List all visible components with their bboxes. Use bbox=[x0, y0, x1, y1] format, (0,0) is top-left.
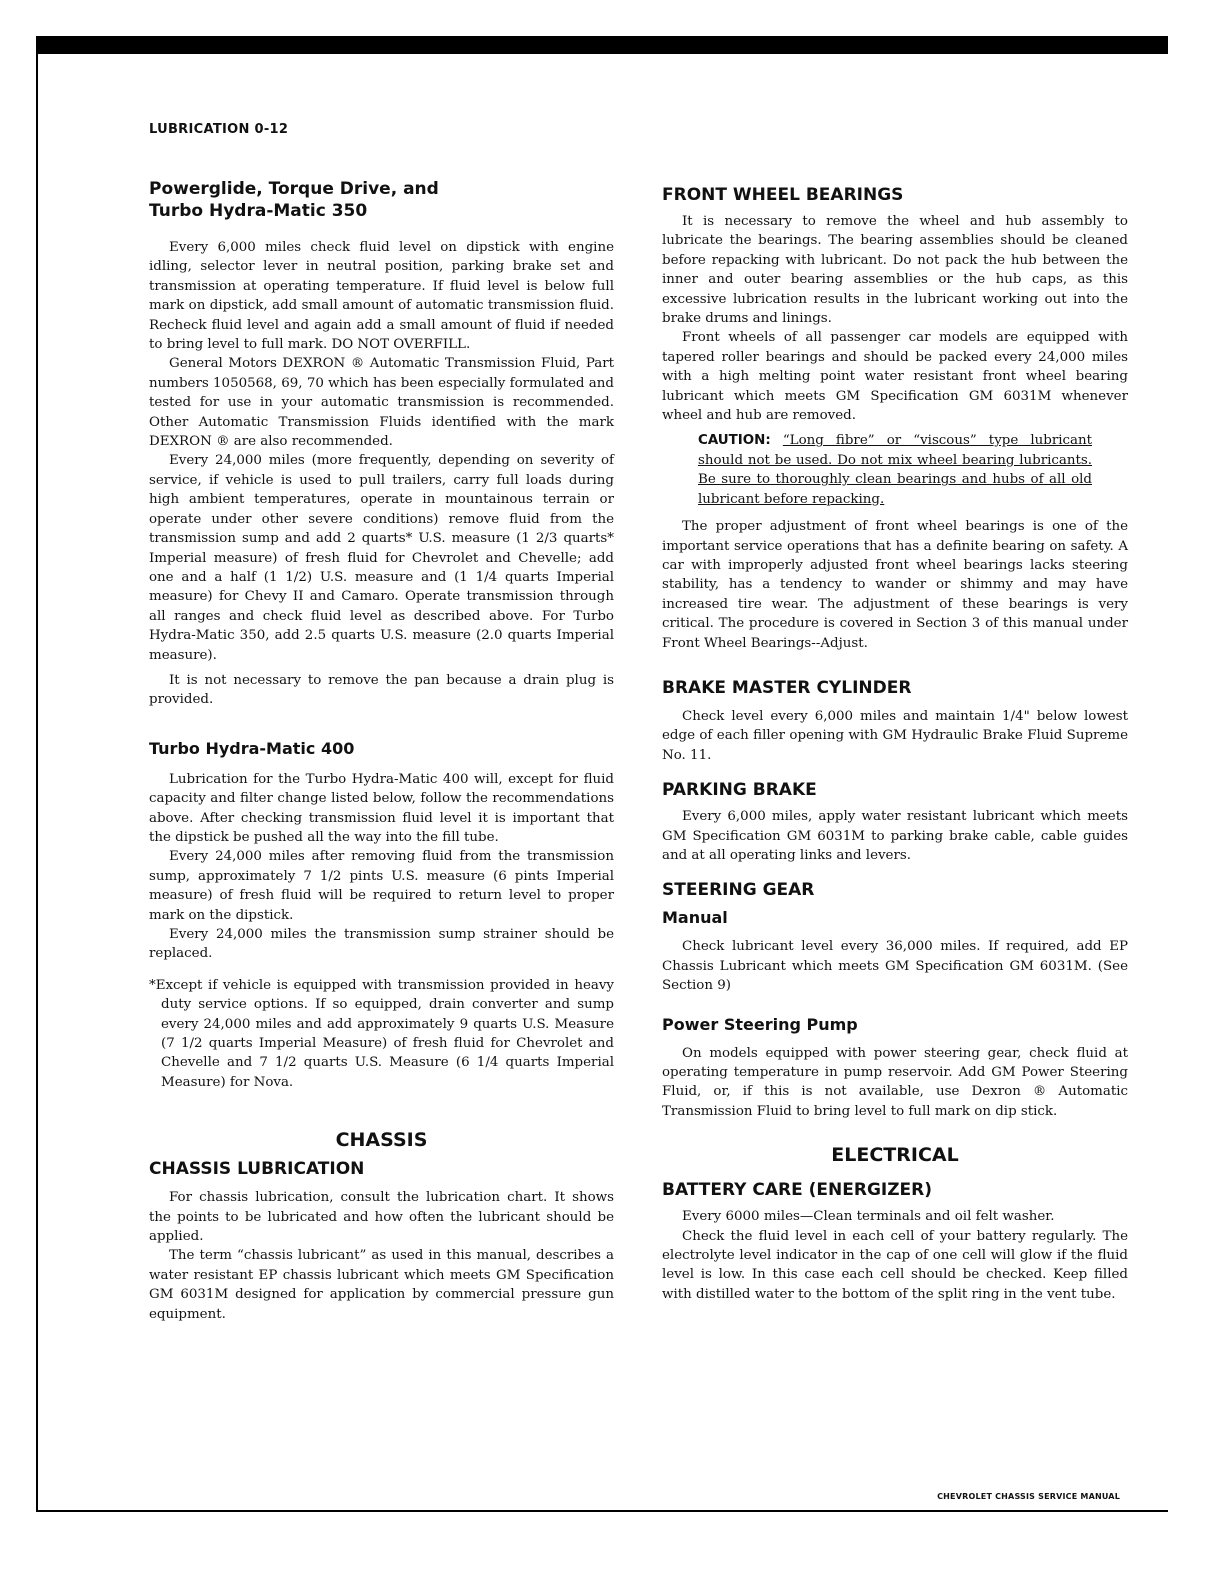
paragraph: For chassis lubrication, consult the lubrication chart. It shows the points to be lubricated and how often the lubricant should be applied. bbox=[149, 1190, 614, 1245]
top-black-bar bbox=[36, 36, 1168, 54]
subsection-title: Power Steering Pump bbox=[662, 1014, 858, 1034]
subsection-title: Manual bbox=[662, 908, 728, 928]
bottom-rule bbox=[36, 1510, 1168, 1512]
left-column bbox=[149, 178, 614, 1324]
major-heading: CHASSIS bbox=[335, 1129, 428, 1152]
footer-manual-title: CHEVROLET CHASSIS SERVICE MANUAL bbox=[937, 1492, 1120, 1501]
paragraph: General Motors DEXRON ® Automatic Transmission Fluid, Part numbers 1050568, 69, 70 which has been especially formulated and tested for use in your automatic transmission is recommended. Other Automatic Transmission Fluids identified with the mark DEXRON ® are also recommended. bbox=[149, 356, 614, 450]
caution-box bbox=[698, 431, 1092, 509]
section-title: CHASSIS LUBRICATION bbox=[149, 1159, 365, 1180]
paragraph: Every 24,000 miles (more frequently, depending on severity of service, if vehicle is used to pull trailers, carry full loads during high ambient temperatures, operate in mountainous terrain or operate under other severe conditions) remove fluid from the transmission sump and add 2 quarts* U.S. measure (1 2/3 quarts* Imperial measure) of fresh fluid for Chevrolet and Chevelle; add one and a half (1 1/2) U.S. measure and (1 1/4 quarts Imperial measure) for Chevy II and Camaro. Operate transmission through all ranges and check fluid level as described above. For Turbo Hydra-Matic 350, add 2.5 quarts U.S. measure (2.0 quarts Imperial measure). bbox=[149, 453, 614, 663]
caution-text: “Long fibre” or “viscous” type lubricant should not be used. Do not mix wheel bearing lubricants. Be sure to thoroughly clean bearings and hubs of all old lubricant before repacking. bbox=[698, 433, 1092, 507]
running-head: LUBRICATION 0-12 bbox=[149, 122, 289, 137]
paragraph: It is necessary to remove the wheel and hub assembly to lubricate the bearings. The bearing assemblies should be cleaned before repacking with lubricant. Do not pack the hub between the inner and outer bearing assemblies or the hub caps, as this excessive lubrication results in the lubricant working out into the brake drums and linings. bbox=[662, 214, 1128, 327]
paragraph: Every 6,000 miles check fluid level on dipstick with engine idling, selector lever in neutral position, parking brake set and transmission at operating temperature. If fluid level is below full mark on dipstick, add small amount of automatic transmission fluid. Recheck fluid level and again add a small amount of fluid if needed to bring level to full mark. DO NOT OVERFILL. bbox=[149, 240, 614, 353]
paragraph: Front wheels of all passenger car models are equipped with tapered roller bearings and should be packed every 24,000 miles with a high melting point water resistant front wheel bearing lubricant which meets GM Specification GM 6031M whenever wheel and hub are removed. bbox=[662, 330, 1128, 424]
left-margin-rule bbox=[36, 54, 38, 1512]
section-title: PARKING BRAKE bbox=[662, 780, 817, 801]
section-title: STEERING GEAR bbox=[662, 880, 815, 901]
caution-label: CAUTION: bbox=[698, 433, 771, 449]
paragraph: Every 24,000 miles after removing fluid from the transmission sump, approximately 7 1/2 pints U.S. measure (6 pints Imperial measure) of fresh fluid will be required to return level to proper mark on the dipstick. bbox=[149, 849, 614, 923]
section-title: BATTERY CARE (ENERGIZER) bbox=[662, 1180, 933, 1201]
paragraph: The proper adjustment of front wheel bearings is one of the important service operations that has a definite bearing on safety. A car with improperly adjusted front wheel bearings lacks steering stability, has a tendency to wander or shimmy and may have increased tire wear. The adjustment of these bearings is very critical. The procedure is covered in Section 3 of this manual under Front Wheel Bearings--Adjust. bbox=[662, 519, 1128, 651]
major-heading: ELECTRICAL bbox=[831, 1144, 959, 1167]
paragraph: On models equipped with power steering gear, check fluid at operating temperature in pump reservoir. Add GM Power Steering Fluid, or, if this is not available, use Dexron ® Automatic Transmission Fluid to bring level to full mark on dip stick. bbox=[662, 1045, 1128, 1119]
footnote: *Except if vehicle is equipped with transmission provided in heavy duty service options. If so equipped, drain converter and sump every 24,000 miles and add approximately 9 quarts U.S. Measure (7 1/2 quarts Imperial Measure) of fresh fluid for Chevrolet and Chevelle and 7 1/2 quarts U.S. Measure (6 1/4 quarts Imperial Measure) for Nova. bbox=[149, 977, 614, 1090]
paragraph: Check level every 6,000 miles and maintain 1/4" below lowest edge of each filler opening with GM Hydraulic Brake Fluid Supreme No. 11. bbox=[662, 708, 1128, 763]
right-column bbox=[662, 184, 1128, 1304]
section-title: BRAKE MASTER CYLINDER bbox=[662, 677, 912, 698]
section-title-line1: Powerglide, Torque Drive, and bbox=[149, 179, 439, 199]
paragraph: Check the fluid level in each cell of your battery regularly. The electrolyte level indicator in the cap of one cell will glow if the fluid level is low. In this case each cell should be checked. Keep filled with distilled water to the bottom of the split ring in the vent tube. bbox=[662, 1228, 1128, 1302]
section-title-line2: Turbo Hydra-Matic 350 bbox=[149, 201, 368, 221]
paragraph: The term “chassis lubricant” as used in this manual, describes a water resistant EP chassis lubricant which meets GM Specification GM 6031M designed for application by commercial pressure gun equipment. bbox=[149, 1248, 614, 1322]
paragraph: It is not necessary to remove the pan because a drain plug is provided. bbox=[149, 672, 614, 708]
paragraph: Every 6000 miles—Clean terminals and oil felt washer. bbox=[682, 1209, 1055, 1225]
section-title: Turbo Hydra-Matic 400 bbox=[149, 738, 355, 758]
paragraph: Every 24,000 miles the transmission sump strainer should be replaced. bbox=[149, 927, 614, 962]
paragraph: Every 6,000 miles, apply water resistant lubricant which meets GM Specification GM 6031M to parking brake cable, cable guides and at all operating links and levers. bbox=[662, 809, 1128, 863]
paragraph: Check lubricant level every 36,000 miles. If required, add EP Chassis Lubricant which meets GM Specification GM 6031M. (See Section 9) bbox=[662, 939, 1128, 994]
section-title: FRONT WHEEL BEARINGS bbox=[662, 185, 904, 205]
paragraph: Lubrication for the Turbo Hydra-Matic 400 will, except for fluid capacity and filter change listed below, follow the recommendations above. After checking transmission fluid level it is important that the dipstick be pushed all the way into the fill tube. bbox=[149, 771, 614, 845]
